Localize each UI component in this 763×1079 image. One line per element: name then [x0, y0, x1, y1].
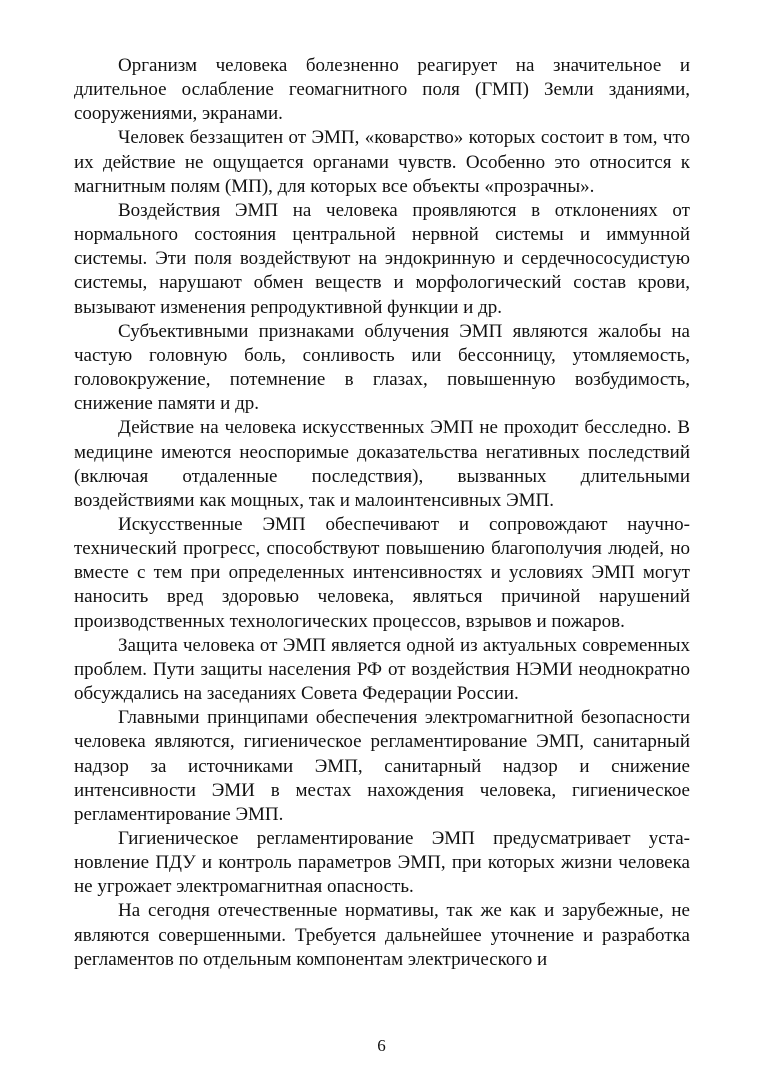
paragraph-protection-problem: Защита человека от ЭМП является одной из актуальных современных проблем. Пути защиты населения РФ от воздействия НЭМИ неоднократно обсуждались на заседаниях Совета Федерации России.: [74, 634, 690, 705]
page-body: [74, 54, 690, 1014]
paragraph-standards: На сегодня отечественные нормативы, так же как и зарубежные, не являются совершенными. Требуется дальнейшее уточнение и разработка регламентов по отдельным компонентам электрического и: [74, 900, 690, 970]
paragraph-emf-effects: Воздействия ЭМП на человека проявляются в отклонениях от нормального состояния центральной нервной системы и иммунной системы. Эти поля воздействуют на эндокринную и сердечнососудистую системы, нарушают обмен веществ и морфологический состав крови, вызывают изменения репродуктивной функции и др.: [74, 199, 690, 318]
paragraph-gmp-weakening: Организм человека болезненно реагирует на значительное и длительное ослабление геомагнитного поля (ГМП) Земли зданиями, сооружениями, экранами.: [74, 55, 690, 125]
page-number: 6: [377, 1036, 386, 1055]
paragraph-artificial-emf-effects: Действие на человека искусственных ЭМП не проходит бесследно. В медицине имеются неоспоримые доказательства негативных последствий (включая отдаленные последствия), вызванных длительными воздействиями как мощных, так и малоинтенсивных ЭМП.: [74, 417, 690, 511]
paragraph-technical-progress: Искусственные ЭМП обеспечивают и сопровождают научно-технический прогресс, способствуют повышению благополучия людей, но вместе с тем при определенных интенсивностях и условиях ЭМП могут наносить вред здоровью человека, являться причиной нарушений производственных технологических процессов, взрывов и пожаров.: [74, 513, 690, 632]
paragraph-emf-insidiousness: Человек беззащитен от ЭМП, «коварство» которых состоит в том, что их действие не ощущается органами чувств. Особенно это относится к магнитным полям (МП), для которых все объекты «прозрачны».: [74, 127, 690, 197]
paragraph-hygienic-regulation: Гигиеническое регламентирование ЭМП предусматривает установление ПДУ и контроль параметров ЭМП, при которых жизни человека не угрожает электромагнитная опасность.: [74, 828, 690, 898]
paragraph-subjective-signs: Субъективными признаками облучения ЭМП являются жалобы на частую головную боль, сонливость или бессонницу, утомляемость, головокружение, потемнение в глазах, повышенную возбудимость, снижение памяти и др.: [74, 320, 690, 415]
paragraph-main-principles: Главными принципами обеспечения электромагнитной безопасности человека являются, гигиеническое регламентирование ЭМП, санитарный надзор за источниками ЭМП, санитарный надзор и снижение интенсивности ЭМИ в местах нахождения человека, гигиеническое регламентирование ЭМП.: [74, 707, 690, 825]
